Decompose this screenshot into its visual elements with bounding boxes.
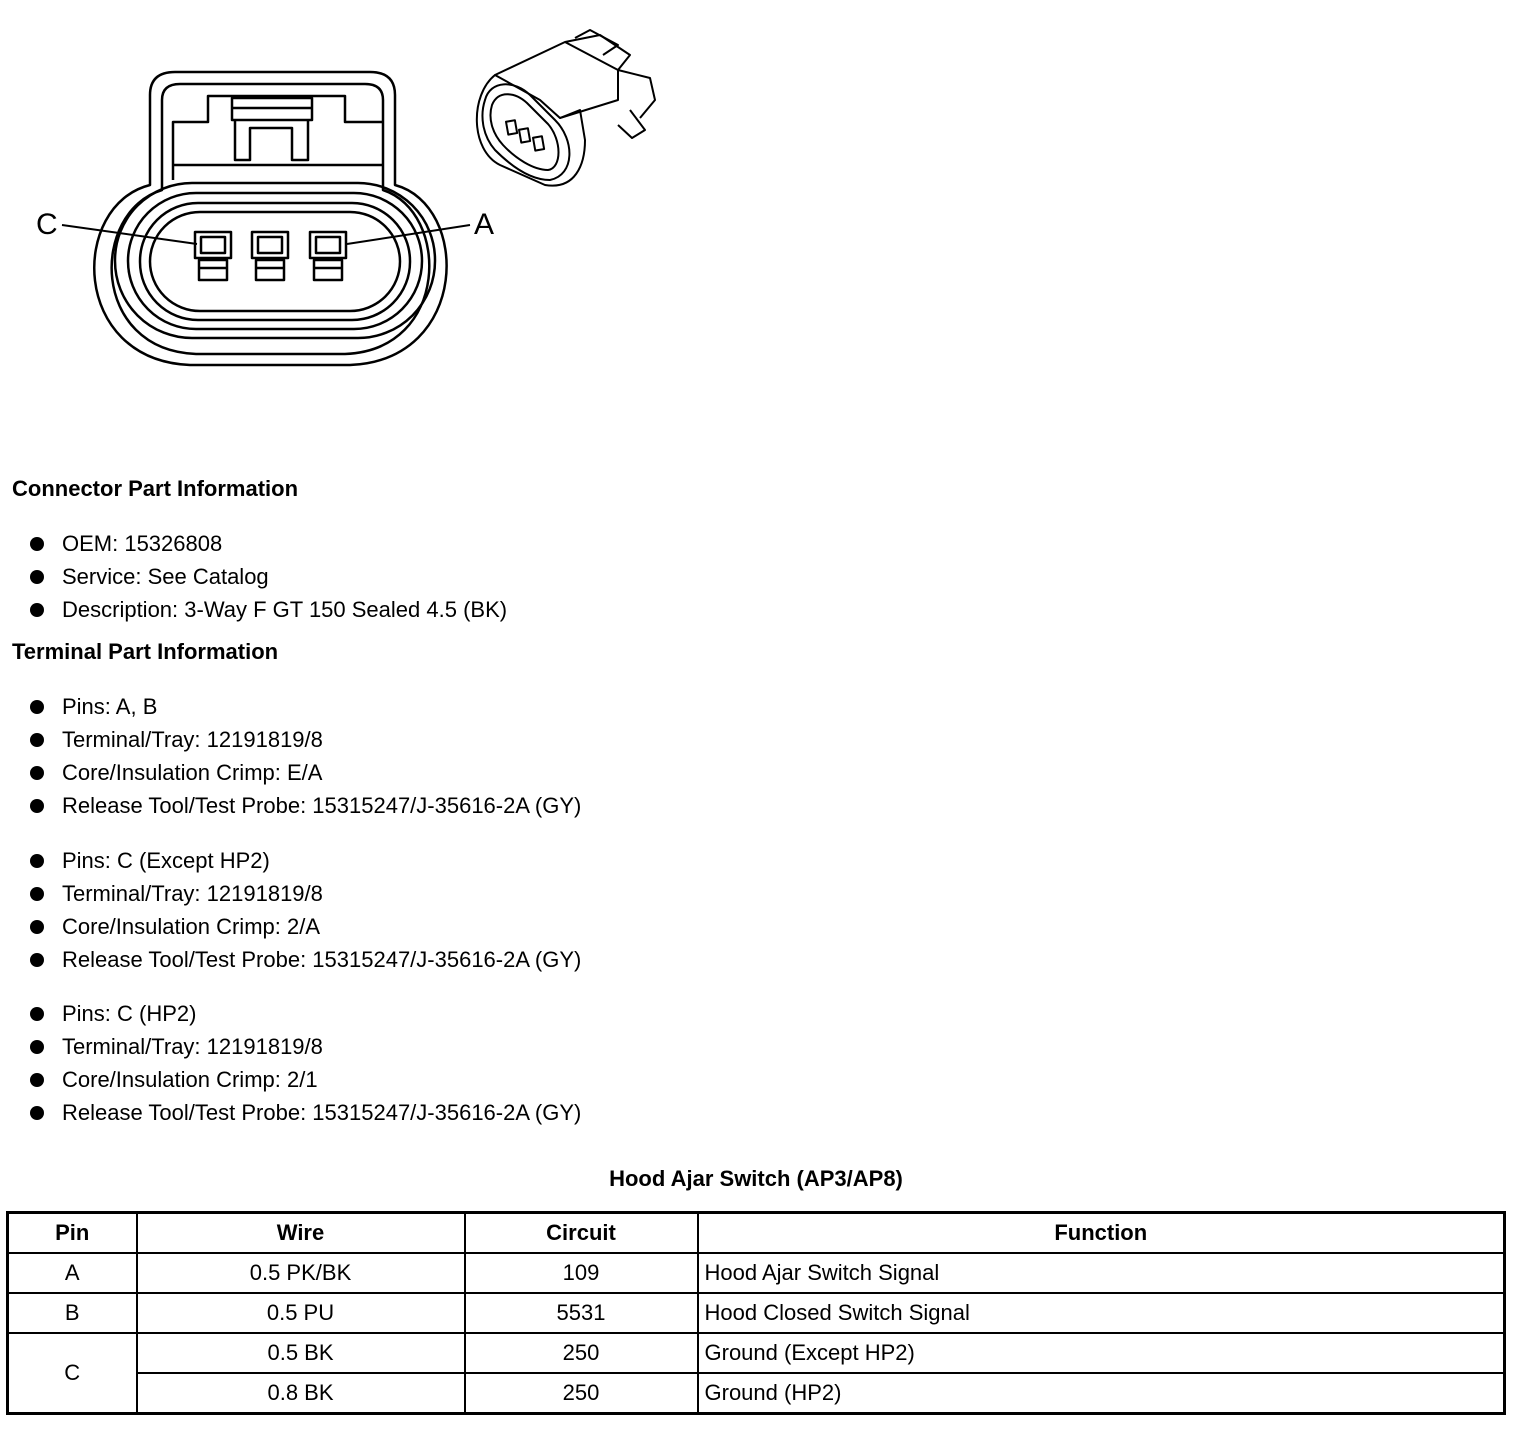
terminal-group-2 — [28, 844, 581, 976]
column-header-wire: Wire — [137, 1213, 465, 1254]
list-item: Pins: C (HP2) — [28, 997, 581, 1030]
cell-wire: 0.5 BK — [137, 1333, 465, 1373]
leader-line-a — [347, 225, 470, 244]
seal-ring-inner — [140, 203, 410, 320]
list-item: Service: See Catalog — [28, 560, 507, 593]
cell-pin: C — [8, 1333, 137, 1414]
table-row — [8, 1253, 1505, 1293]
connector-part-info-list — [28, 527, 507, 626]
connector-part-info-title: Connector Part Information — [12, 476, 299, 501]
pinout-table-title: Hood Ajar Switch (AP3/AP8) — [609, 1166, 903, 1191]
cell-wire: 0.8 BK — [137, 1373, 465, 1414]
list-item: Core/Insulation Crimp: E/A — [28, 756, 581, 789]
cell-circuit: 250 — [465, 1333, 698, 1373]
cavity-a — [310, 232, 346, 280]
terminal-group-3 — [28, 997, 581, 1129]
column-header-circuit: Circuit — [465, 1213, 698, 1254]
list-item: Terminal/Tray: 12191819/8 — [28, 877, 581, 910]
cell-circuit: 5531 — [465, 1293, 698, 1333]
cell-pin: A — [8, 1253, 137, 1293]
cell-function: Ground (HP2) — [698, 1373, 1505, 1414]
list-item: Terminal/Tray: 12191819/8 — [28, 1030, 581, 1063]
list-item: Release Tool/Test Probe: 15315247/J-35616-2A (GY) — [28, 943, 581, 976]
terminal-part-info-title: Terminal Part Information — [12, 639, 279, 664]
table-row — [8, 1333, 1505, 1373]
list-item: Pins: A, B — [28, 690, 581, 723]
list-item: Description: 3-Way F GT 150 Sealed 4.5 (BK) — [28, 593, 507, 626]
list-item: Core/Insulation Crimp: 2/A — [28, 910, 581, 943]
list-item: Release Tool/Test Probe: 15315247/J-35616-2A (GY) — [28, 789, 581, 822]
table-row — [8, 1293, 1505, 1333]
pin-label-a: A — [474, 208, 495, 241]
cell-function: Hood Ajar Switch Signal — [698, 1253, 1505, 1293]
cell-wire: 0.5 PK/BK — [137, 1253, 465, 1293]
cell-wire: 0.5 PU — [137, 1293, 465, 1333]
connector-diagram — [0, 0, 700, 400]
table-header-row — [8, 1213, 1505, 1254]
cavity-b — [252, 232, 288, 280]
list-item: Pins: C (Except HP2) — [28, 844, 581, 877]
cell-circuit: 250 — [465, 1373, 698, 1414]
pinout-table — [6, 1211, 1506, 1415]
cavity-c — [195, 232, 231, 280]
cell-pin: B — [8, 1293, 137, 1333]
column-header-pin: Pin — [8, 1213, 137, 1254]
list-item: Release Tool/Test Probe: 15315247/J-35616-2A (GY) — [28, 1096, 581, 1129]
connector-3d-view — [477, 30, 655, 186]
terminal-group-1 — [28, 690, 581, 822]
pin-label-c: C — [36, 208, 58, 241]
list-item: OEM: 15326808 — [28, 527, 507, 560]
table-row — [8, 1373, 1505, 1414]
cell-circuit: 109 — [465, 1253, 698, 1293]
cell-function: Ground (Except HP2) — [698, 1333, 1505, 1373]
list-item: Core/Insulation Crimp: 2/1 — [28, 1063, 581, 1096]
list-item: Terminal/Tray: 12191819/8 — [28, 723, 581, 756]
cell-function: Hood Closed Switch Signal — [698, 1293, 1505, 1333]
column-header-function: Function — [698, 1213, 1505, 1254]
